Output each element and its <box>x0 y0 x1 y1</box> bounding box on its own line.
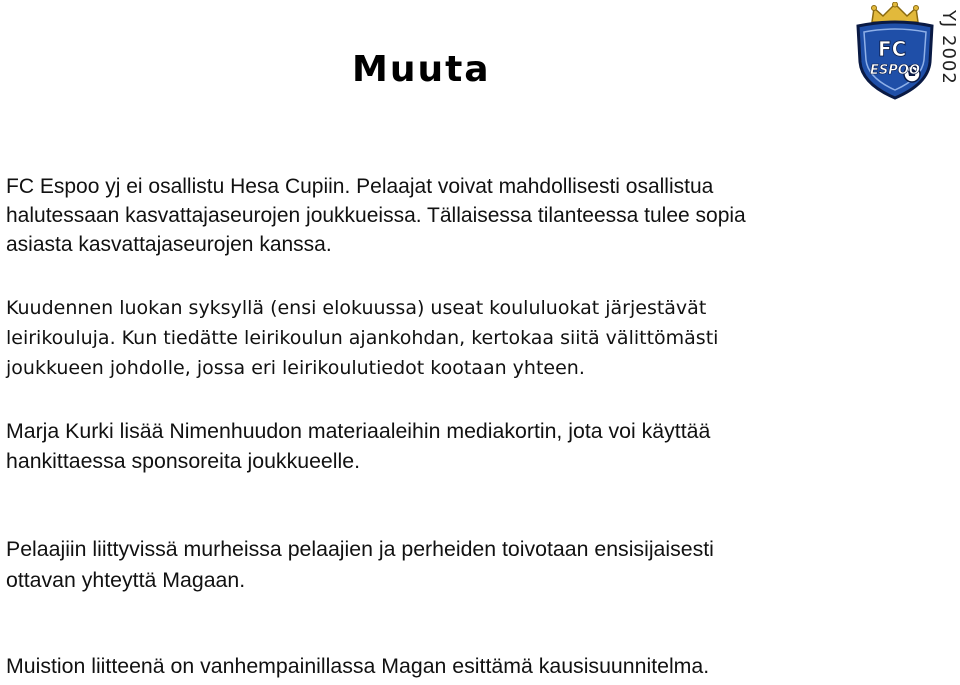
paragraph-line: Muistion liitteenä on vanhempainillassa Magan esittämä kausisuunnitelma. <box>6 654 710 678</box>
paragraph-line: Marja Kurki lisää Nimenhuudon materiaaleihin mediakortin, jota voi käyttää <box>6 419 711 443</box>
logo-text-bottom: ESPOO <box>870 63 920 78</box>
paragraph-leirikoulu <box>6 293 956 383</box>
paragraph-line: hankittaessa sponsoreita joukkueelle. <box>6 449 360 473</box>
paragraph-line: Pelaajiin liittyvissä murheissa pelaajien ja perheiden toivotaan ensisijaisesti <box>6 537 714 561</box>
paragraph-line: Kuudennen luokan syksyllä (ensi elokuussa) useat koululuokat järjestävät <box>6 297 707 319</box>
logo-text-top: FC <box>878 37 907 61</box>
paragraph-line: FC Espoo yj ei osallistu Hesa Cupiin. Pelaajat voivat mahdollisesti osallistua <box>6 175 714 198</box>
paragraph-mediakortti <box>6 416 956 476</box>
paragraph-line: halutessaan kasvattajaseurojen joukkueissa. Tällaisessa tilanteessa tulee sopia <box>6 204 746 227</box>
paragraph-hesa-cup <box>6 172 956 259</box>
fc-espoo-crest-icon <box>850 2 940 100</box>
paragraph-line: leirikouluja. Kun tiedätte leirikoulun ajankohdan, kertokaa siitä välittömästi <box>6 327 719 349</box>
vertical-year-label: YJ 2002 <box>938 10 959 85</box>
paragraph-liite <box>6 652 956 681</box>
paragraph-murheet <box>6 534 956 596</box>
page-title: Muuta <box>352 49 491 90</box>
paragraph-line: ottavan yhteyttä Magaan. <box>6 568 246 592</box>
paragraph-line: joukkueen johdolle, jossa eri leirikoulutiedot kootaan yhteen. <box>6 357 585 379</box>
paragraph-line: asiasta kasvattajaseurojen kanssa. <box>6 233 332 256</box>
